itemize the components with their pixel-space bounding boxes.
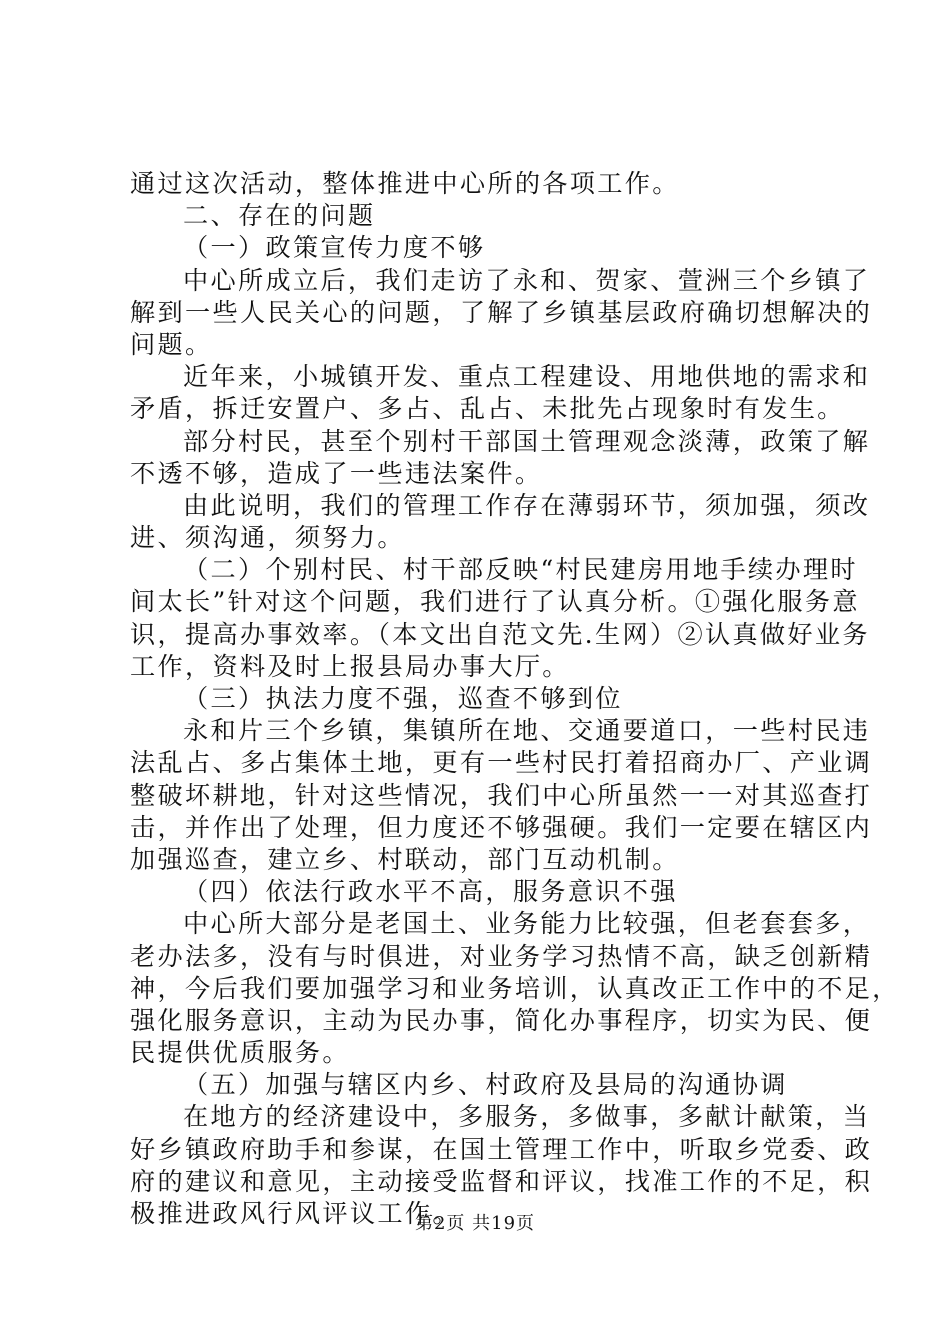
paragraph-line: 问题。 — [130, 329, 213, 359]
paragraph-line: 民提供优质服务。 — [130, 1038, 350, 1068]
paragraph-line: 部分村民，甚至个别村干部国土管理观念淡薄，政策了解 — [183, 426, 871, 456]
body-text-line: 通过这次活动，整体推进中心所的各项工作。 — [130, 169, 680, 198]
subsection-heading: （三）执法力度不强，巡查不够到位 — [183, 684, 623, 713]
paragraph-line: 识，提高办事效率。（本文出自范文先.生网）②认真做好业务 — [130, 619, 870, 649]
paragraph-line: 不透不够，造成了一些违法案件。 — [130, 458, 543, 488]
section-heading: 二、存在的问题 — [183, 201, 376, 231]
subsection-heading: （一）政策宣传力度不够 — [183, 233, 486, 263]
paragraph-line: 府的建议和意见，主动接受监督和评议，找准工作的不足，积 — [130, 1166, 873, 1196]
paragraph-line: 近年来，小城镇开发、重点工程建设、用地供地的需求和 — [183, 362, 871, 392]
paragraph-line: 老办法多，没有与时俱进，对业务学习热情不高，缺乏创新精 — [130, 941, 873, 971]
paragraph-line: 永和片三个乡镇，集镇所在地、交通要道口，一些村民违 — [183, 716, 871, 746]
paragraph-line: 中心所大部分是老国土、业务能力比较强，但老套套多， — [183, 909, 871, 939]
paragraph-line: 极推进政风行风评议工作。 — [130, 1199, 460, 1228]
paragraph-line: 由此说明，我们的管理工作存在薄弱环节，须加强，须改 — [183, 490, 871, 520]
paragraph-line: 在地方的经济建设中，多服务，多做事，多献计献策，当 — [183, 1102, 871, 1132]
paragraph-line: 解到一些人民关心的问题，了解了乡镇基层政府确切想解决的 — [130, 297, 873, 327]
paragraph-line: 击，并作出了处理，但力度还不够强硬。我们一定要在辖区内 — [130, 812, 873, 842]
subsection-heading: （五）加强与辖区内乡、村政府及县局的沟通协调 — [183, 1070, 788, 1100]
subsection-heading: （二）个别村民、村干部反映“村民建房用地手续办理时 — [183, 555, 858, 585]
paragraph-line: 法乱占、多占集体土地，更有一些村民打着招商办厂、产业调 — [130, 748, 873, 778]
paragraph-line: 中心所成立后，我们走访了永和、贺家、萱洲三个乡镇了 — [183, 265, 871, 295]
paragraph-line: 强化服务意识，主动为民办事，简化办事程序，切实为民、便 — [130, 1005, 873, 1035]
subsection-heading: （四）依法行政水平不高，服务意识不强 — [183, 877, 678, 907]
paragraph-line: 矛盾，拆迁安置户、多占、乱占、未批先占现象时有发生。 — [130, 394, 845, 424]
paragraph-line: 工作，资料及时上报县局办事大厅。 — [130, 651, 570, 681]
paragraph-line: 加强巡查，建立乡、村联动，部门互动机制。 — [130, 844, 680, 874]
paragraph-line: 整破坏耕地，针对这些情况，我们中心所虽然一一对其巡查打 — [130, 780, 873, 810]
paragraph-line: 神，今后我们要加强学习和业务培训，认真改正工作中的不足， — [130, 973, 900, 1003]
paragraph-line: 间太长”针对这个问题，我们进行了认真分析。①强化服务意 — [130, 587, 860, 617]
document-body — [130, 168, 900, 1230]
paragraph-line: 好乡镇政府助手和参谋，在国土管理工作中，听取乡党委、政 — [130, 1134, 873, 1164]
paragraph-line: 进、须沟通，须努力。 — [130, 523, 405, 553]
page-number-footer: 第2页 共19页 — [414, 1213, 536, 1234]
